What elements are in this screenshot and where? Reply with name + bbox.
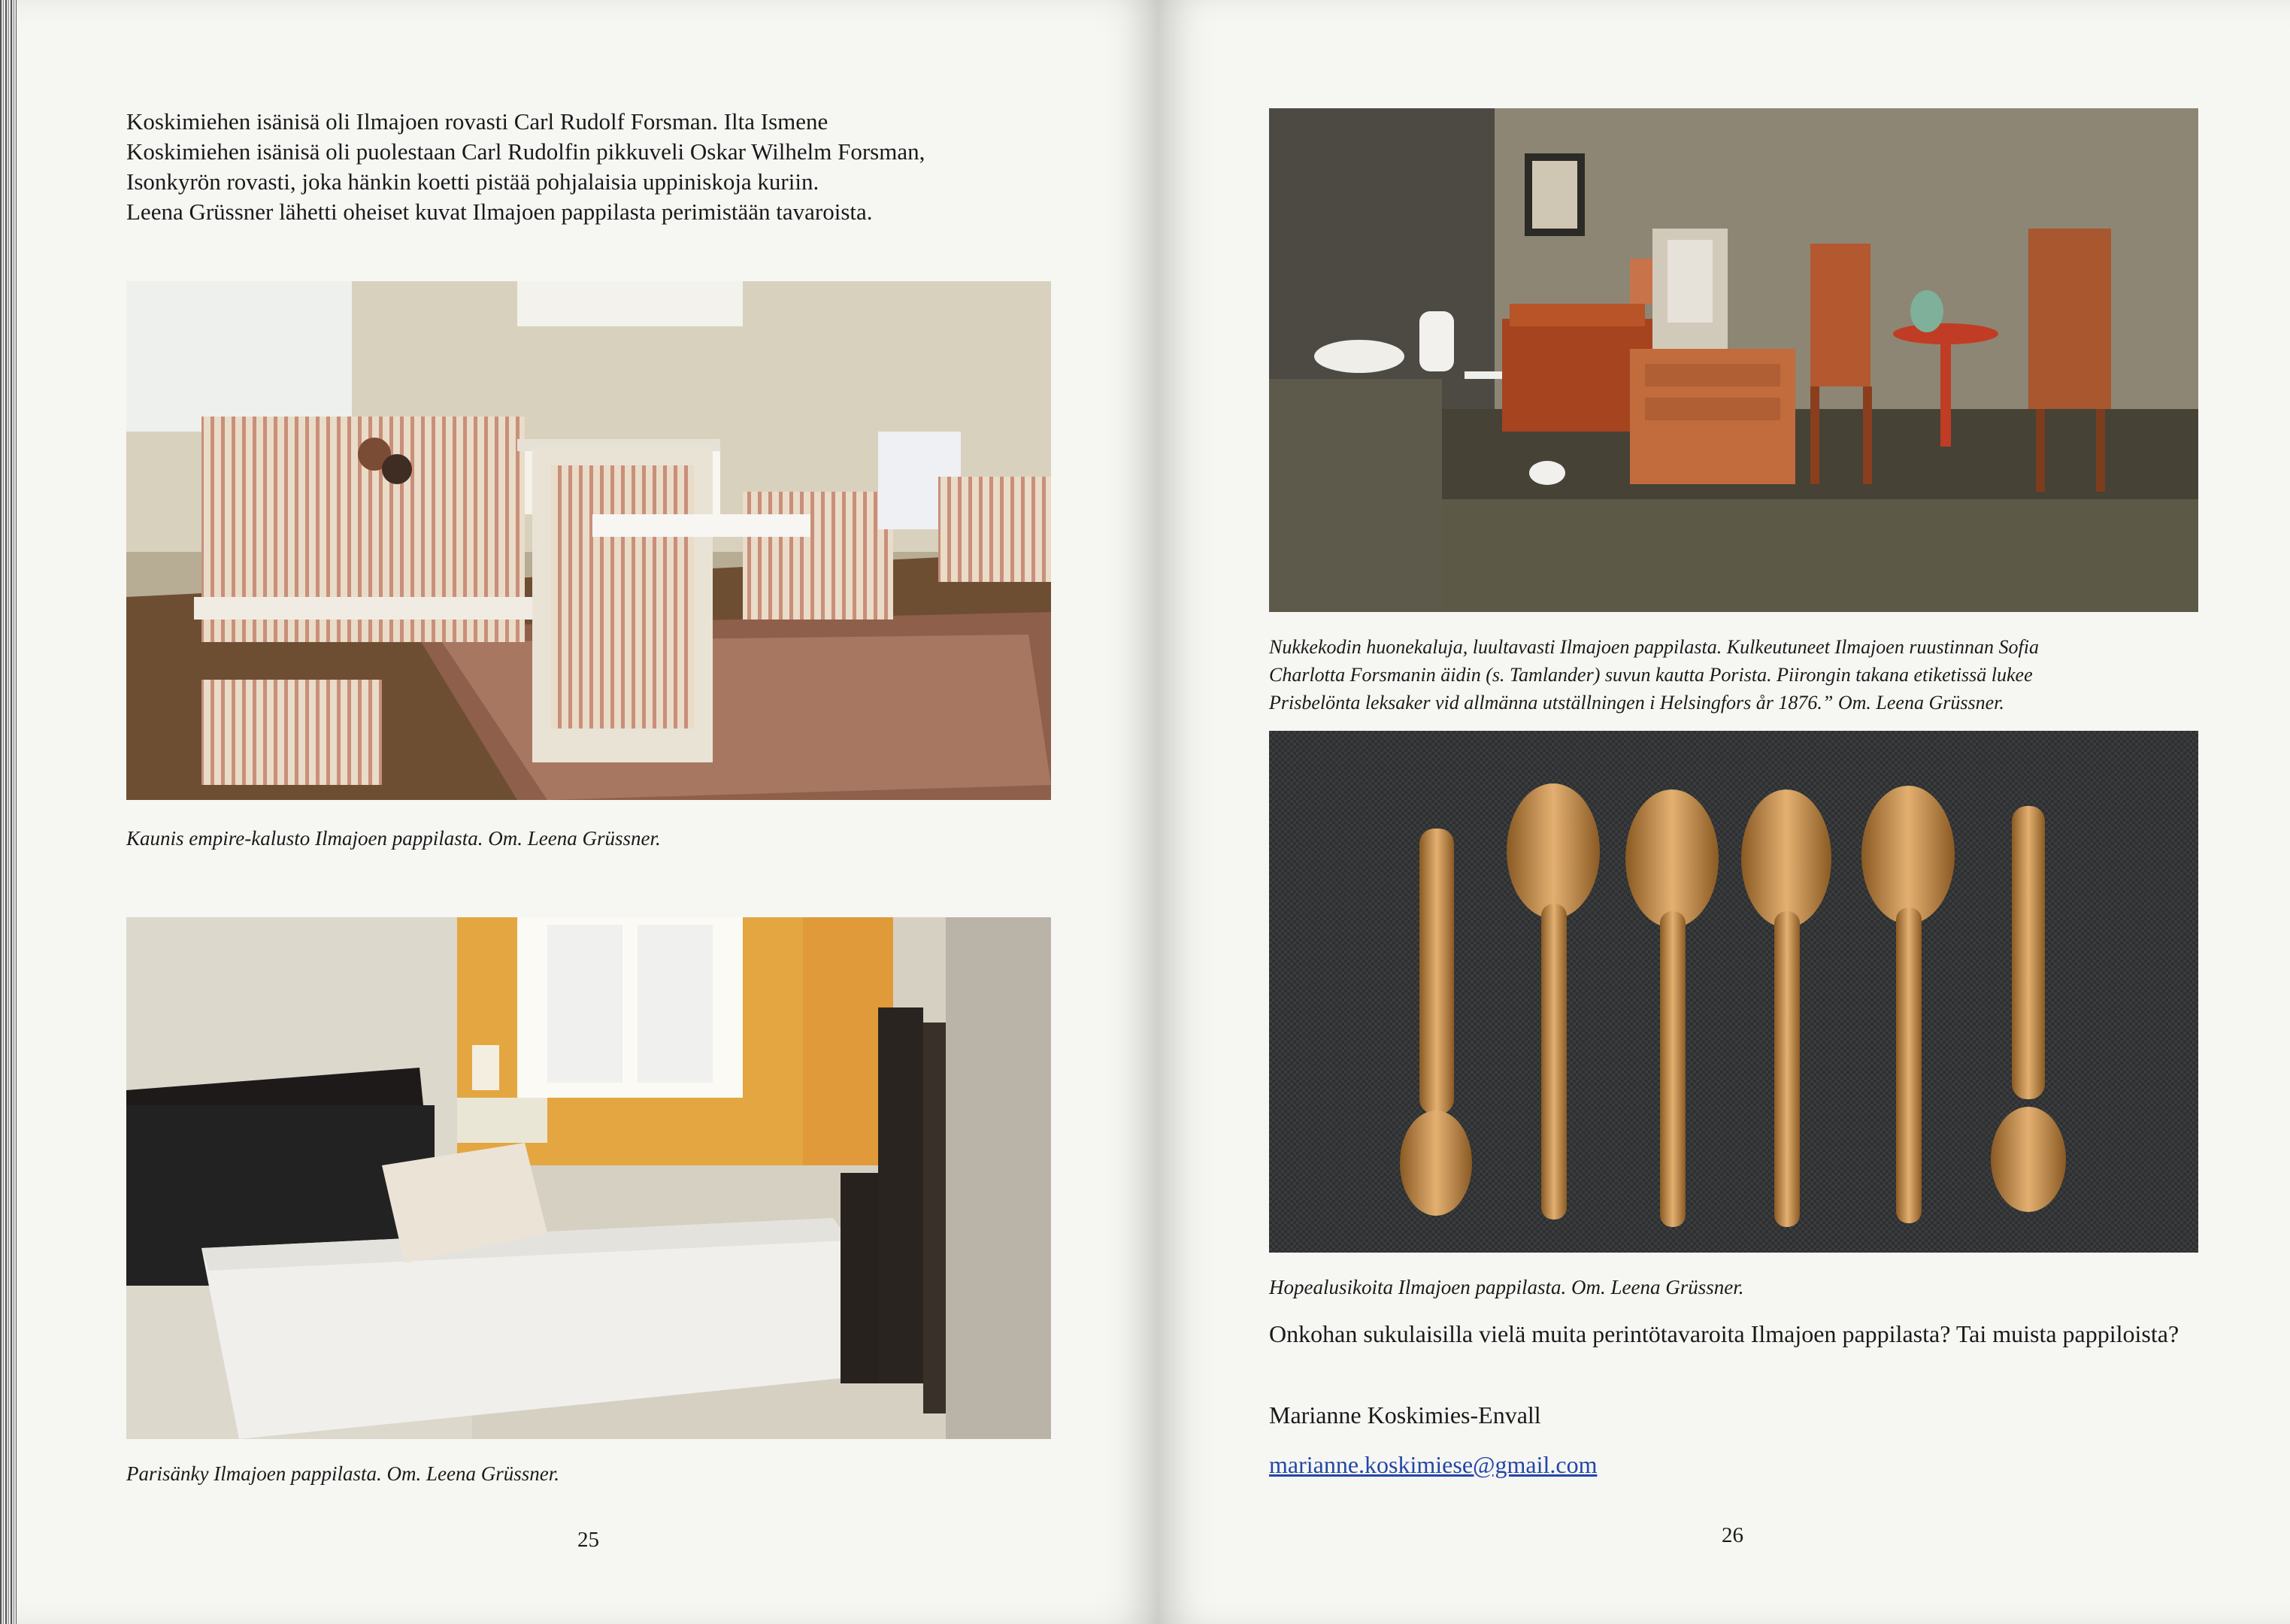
caption-empire-furniture: Kaunis empire-kalusto Ilmajoen pappilasta. Om. Leena Grüssner.: [126, 827, 661, 850]
right-page: [1158, 0, 2290, 1624]
caption-dollhouse-furniture: [1269, 633, 2209, 717]
photo-double-bed: [126, 917, 1051, 1439]
intro-line: Koskimiehen isänisä oli Ilmajoen rovasti Carl Rudolf Forsman. Ilta Ismene: [126, 108, 828, 135]
author-email-link[interactable]: marianne.koskimiese@gmail.com: [1269, 1451, 1598, 1478]
intro-text: [126, 107, 1074, 227]
caption-line: Nukkekodin huonekaluja, luultavasti Ilmajoen pappilasta. Kulkeutuneet Ilmajoen ruustinnan Sofia: [1269, 636, 2039, 658]
intro-line: Leena Grüssner lähetti oheiset kuvat Ilmajoen pappilasta perimistään tavaroista.: [126, 198, 873, 225]
photo-empire-furniture: [126, 281, 1051, 800]
caption-line: Prisbelönta leksaker vid allmänna utställningen i Helsingfors år 1876.” Om. Leena Grüssner.: [1269, 692, 2004, 714]
caption-double-bed: Parisänky Ilmajoen pappilasta. Om. Leena Grüssner.: [126, 1462, 559, 1485]
photo-dollhouse-furniture: [1269, 108, 2198, 612]
caption-silver-spoons: Hopealusikoita Ilmajoen pappilasta. Om. Leena Grüssner.: [1269, 1276, 1744, 1298]
photo-silver-spoons: [1269, 731, 2198, 1253]
intro-line: Isonkyrön rovasti, joka hänkin koetti pistää pohjalaisia uppiniskoja kuriin.: [126, 168, 819, 195]
closing-question: Onkohan sukulaisilla vielä muita perintötavaroita Ilmajoen pappilasta? Tai muista pappiloista?: [1269, 1320, 2179, 1347]
author-name: Marianne Koskimies-Envall: [1269, 1401, 1541, 1429]
page-edges: [0, 0, 17, 1624]
page-number: 25: [577, 1528, 599, 1552]
page-number: 26: [1722, 1523, 1743, 1547]
caption-line: Charlotta Forsmanin äidin (s. Tamlander) suvun kautta Porista. Piirongin takana etiketissä lukee: [1269, 664, 2033, 686]
intro-line: Koskimiehen isänisä oli puolestaan Carl Rudolfin pikkuveli Oskar Wilhelm Forsman,: [126, 138, 925, 165]
